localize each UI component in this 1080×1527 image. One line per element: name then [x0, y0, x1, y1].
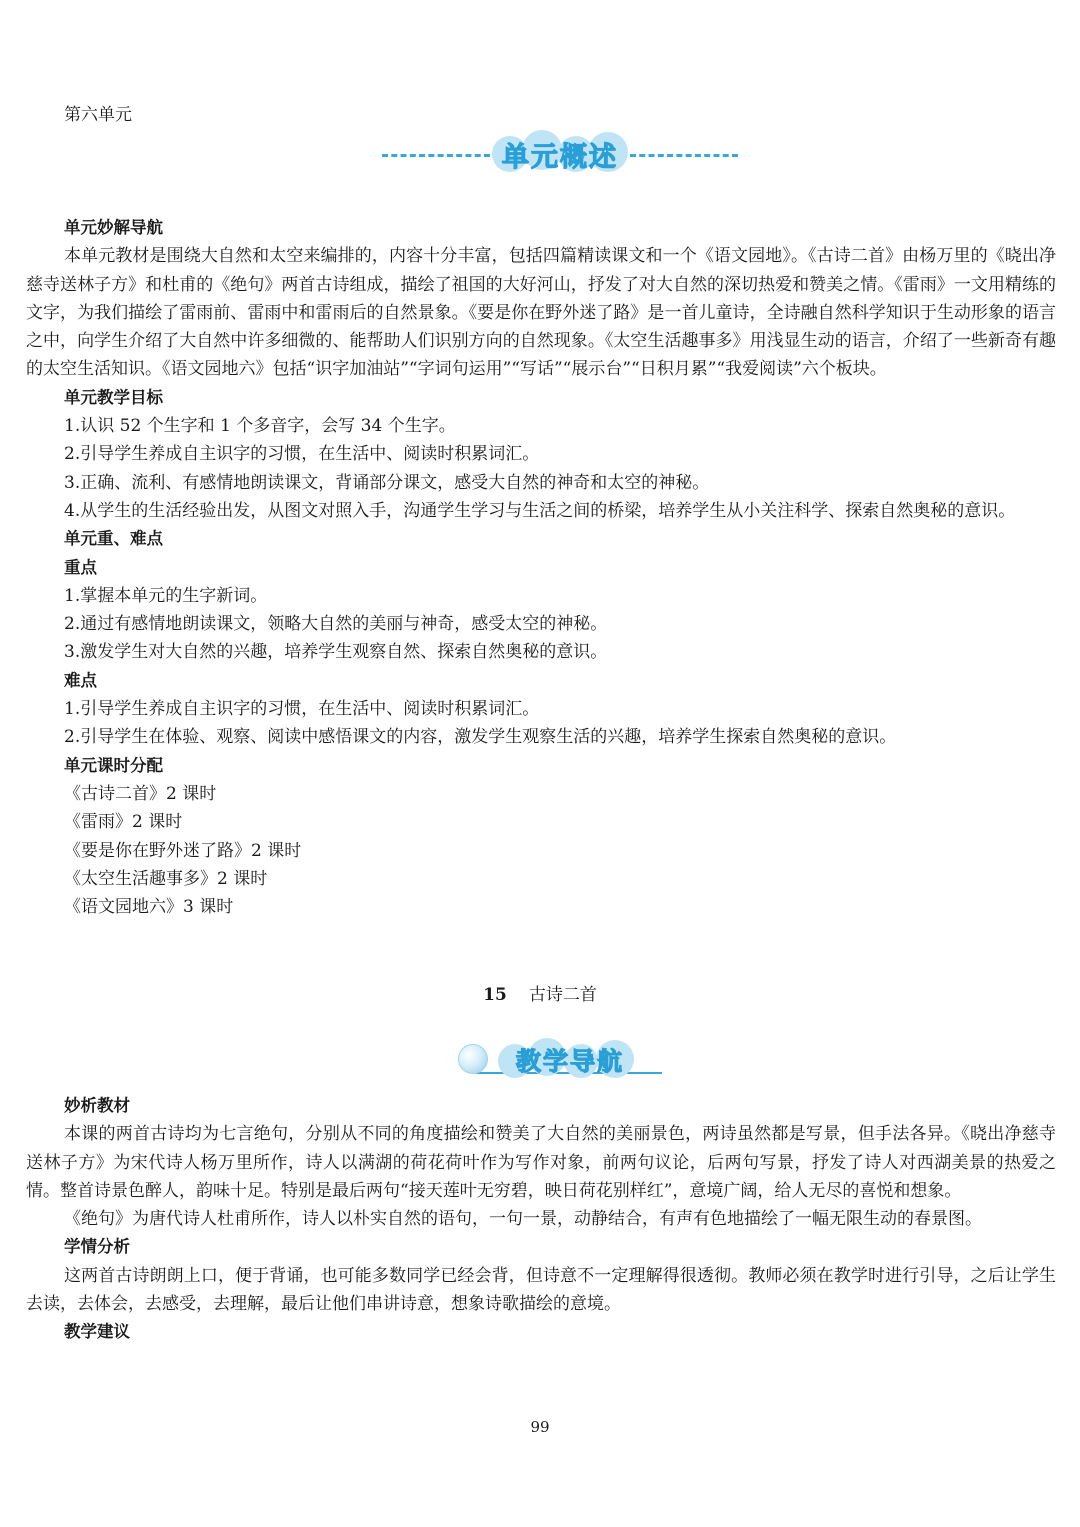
paragraph: 本课的两首古诗均为七言绝句，分别从不同的角度描绘和赞美了大自然的美丽景色，两诗虽然都是写景，但手法各异。《晓出净慈寺送林子方》为宋代诗人杨万里所作，诗人以满湖的荷花荷叶作为写作对象，前两句议论，后两句写景，抒发了诗人对西湖美景的热爱之情。整首诗景色醉人，韵味十足。特别是最后两句“接天莲叶无穷碧，映日荷花别样红”，意境广阔，给人无尽的喜悦和想象。 — [26, 1124, 1056, 1201]
section-heading: 妙析教材 — [64, 1096, 130, 1115]
teaching-guide-content — [26, 1092, 1056, 1347]
section-heading: 教学建议 — [64, 1322, 130, 1342]
lesson-number: 15 — [483, 985, 507, 1005]
paragraph: 这两首古诗朗朗上口，便于背诵，也可能多数同学已经会背，但诗意不一定理解得很透彻。教师必须在教学时进行引导，之后让学生去读，去体会，去感受，去理解，最后让他们串讲诗意，想象诗歌描绘的意境。 — [26, 1265, 1056, 1315]
subsection-heading: 难点 — [64, 670, 97, 690]
list-item: 2.通过有感情地朗读课文，领略大自然的美丽与神奇，感受太空的神秘。 — [64, 614, 608, 635]
list-item: 3.正确、流利、有感情地朗读课文，背诵部分课文，感受大自然的神奇和太空的神秘。 — [64, 472, 710, 493]
banner-bubble — [458, 1044, 488, 1074]
unit-overview-content — [26, 214, 1056, 921]
list-item: 1.掌握本单元的生字新词。 — [64, 585, 268, 606]
section-heading: 单元教学目标 — [64, 387, 163, 407]
page-number: 99 — [530, 1418, 550, 1436]
list-item: 4.从学生的生活经验出发，从图文对照入手，沟通学生学习与生活之间的桥梁，培养学生从小关注科学、探索自然奥秘的意识。 — [64, 500, 1016, 521]
schedule-item: 《古诗二首》2 课时 — [64, 783, 217, 804]
section-heading: 单元妙解导航 — [64, 218, 163, 237]
unit-overview-banner — [382, 132, 738, 178]
subsection-heading: 重点 — [64, 557, 97, 577]
paragraph: 本单元教材是围绕大自然和太空来编排的，内容十分丰富，包括四篇精读课文和一个《语文园地》。《古诗二首》由杨万里的《晓出净慈寺送林子方》和杜甫的《绝句》两首古诗组成，描绘了祖国的大好河山，抒发了对大自然的深切热爱和赞美之情。《雷雨》一文用精练的文字，为我们描绘了雷雨前、雷雨中和雷雨后的自然景象。《要是你在野外迷了路》是一首儿童诗，全诗融自然科学知识于生动形象的语言之中，向学生介绍了大自然中许多细微的、能帮助人们识别方向的自然现象。《太空生活趣事多》用浅显生动的语言，介绍了一些新奇有趣的太空生活知识。《语文园地六》包括“识字加油站”“字词句运用”“写话”“展示台”“日积月累”“我爱阅读”六个板块。 — [26, 246, 1056, 380]
lesson-title — [0, 980, 1080, 1005]
lesson-name: 古诗二首 — [528, 985, 597, 1005]
section-heading: 学情分析 — [64, 1237, 130, 1257]
list-item: 2.引导学生在体验、观察、阅读中感悟课文的内容，激发学生观察生活的兴趣，培养学生探索自然奥秘的意识。 — [64, 727, 897, 748]
schedule-item: 《语文园地六》3 课时 — [64, 897, 234, 918]
schedule-item: 《雷雨》2 课时 — [64, 812, 183, 833]
paragraph: 《绝句》为唐代诗人杜甫所作，诗人以朴实自然的语句，一句一景，动静结合，有声有色地描绘了一幅无限生动的春景图。 — [64, 1209, 982, 1230]
banner-dash-left — [382, 154, 490, 157]
banner-title: 教学导航 — [515, 1047, 624, 1076]
banner-title: 单元概述 — [502, 141, 618, 173]
list-item: 2.引导学生养成自主识字的习惯，在生活中、阅读时积累词汇。 — [64, 444, 540, 465]
list-item: 1.引导学生养成自主识字的习惯，在生活中、阅读时积累词汇。 — [64, 699, 540, 720]
schedule-item: 《要是你在野外迷了路》2 课时 — [64, 840, 302, 861]
section-heading: 单元重、难点 — [64, 529, 163, 549]
schedule-item: 《太空生活趣事多》2 课时 — [64, 868, 268, 889]
list-item: 3.激发学生对大自然的兴趣，培养学生观察自然、探索自然奥秘的意识。 — [64, 642, 608, 663]
unit-label: 第六单元 — [64, 105, 132, 125]
banner-dash-right — [630, 154, 738, 157]
list-item: 1.认识 52 个生字和 1 个多音字，会写 34 个生字。 — [64, 416, 456, 437]
teaching-guide-banner — [456, 1038, 662, 1088]
section-heading: 单元课时分配 — [64, 755, 163, 775]
